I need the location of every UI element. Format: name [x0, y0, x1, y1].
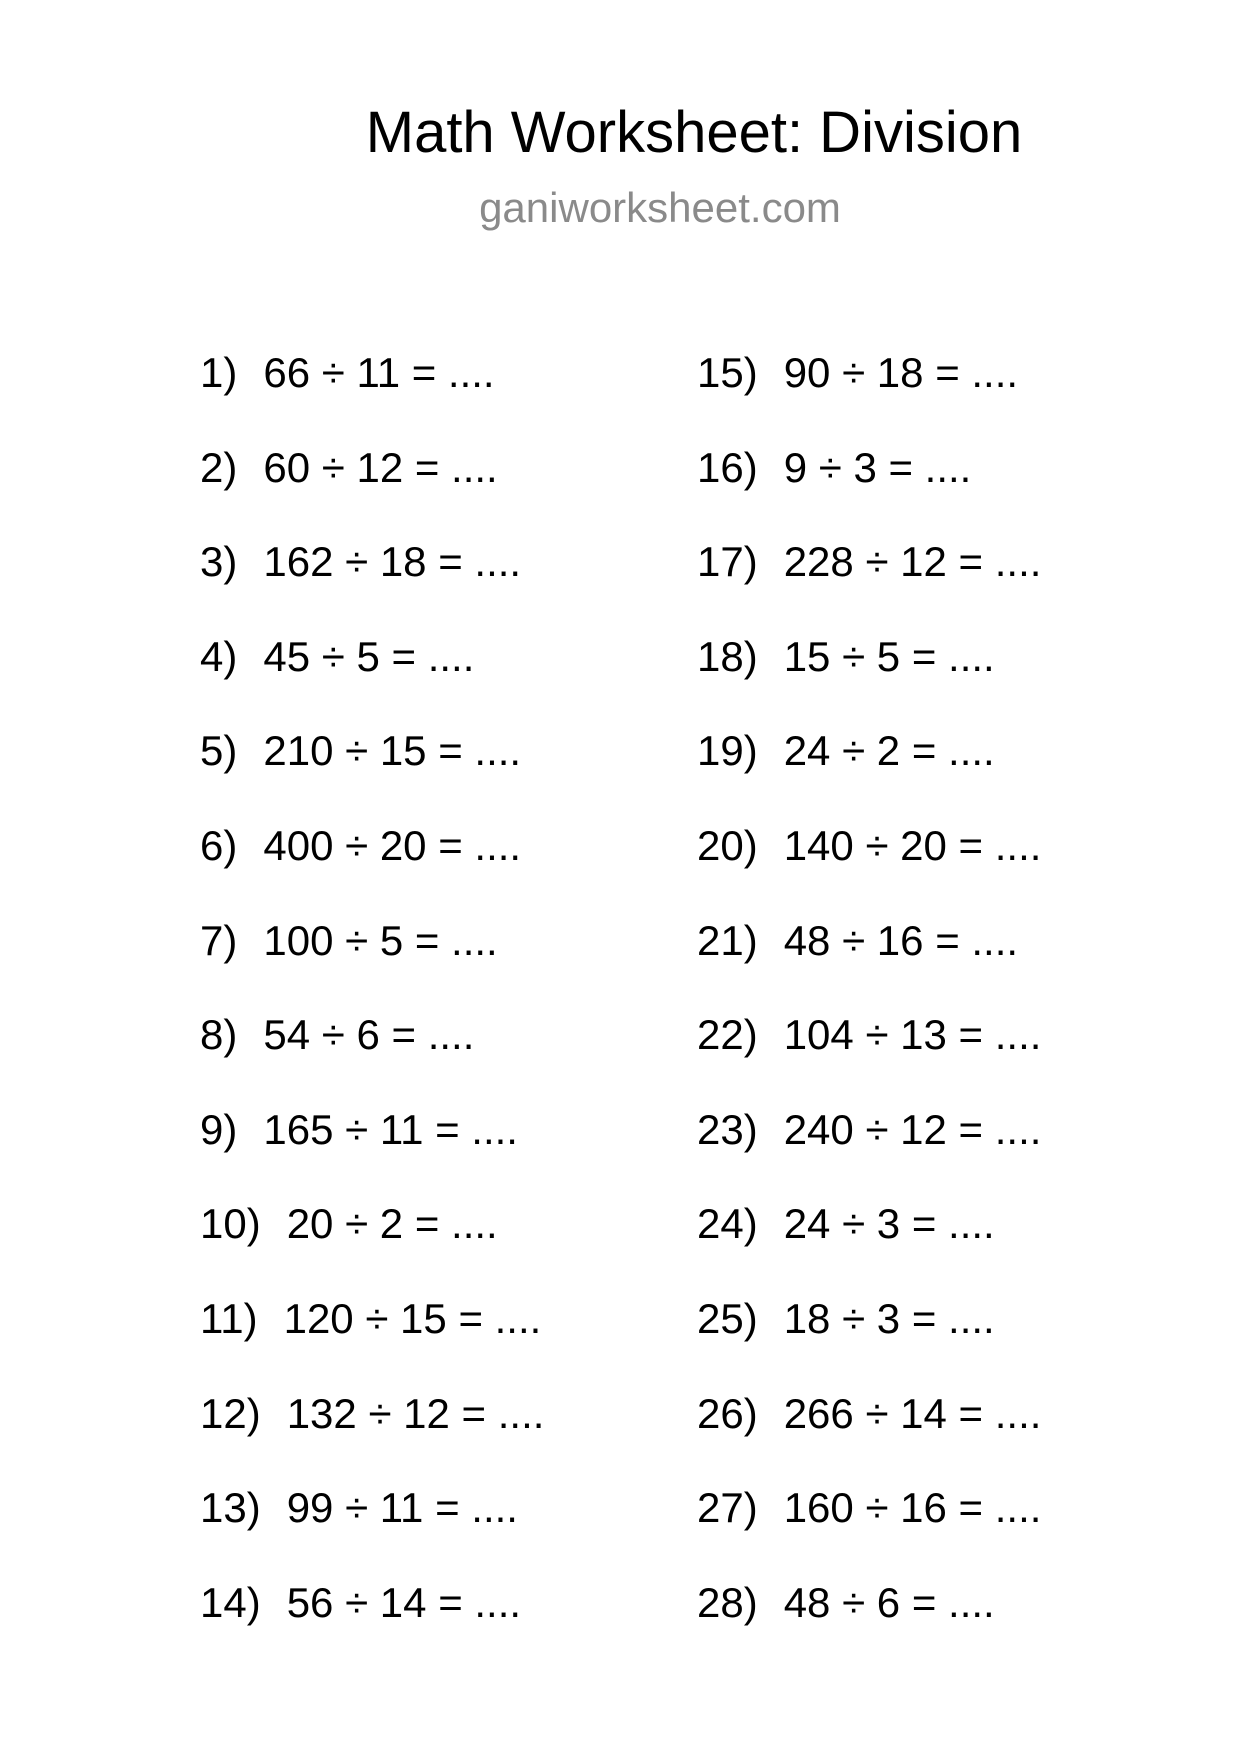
problem-item: [697, 726, 1041, 821]
problem-expression: 24 ÷ 3 = ....: [783, 1200, 995, 1248]
problem-item: [200, 443, 544, 538]
problem-expression: 48 ÷ 16 = ....: [783, 916, 1019, 964]
worksheet-title: Math Worksheet: Division: [365, 100, 1023, 165]
problem-number: 22): [697, 1011, 758, 1059]
problem-item: [697, 443, 1041, 538]
problems-column-left: [200, 348, 544, 1672]
problem-expression: 266 ÷ 14 = ....: [783, 1389, 1042, 1437]
problems-column-right: [697, 348, 1041, 1672]
problem-expression: 100 ÷ 5 = ....: [263, 916, 498, 964]
problem-number: 19): [697, 727, 758, 775]
problem-number: 25): [697, 1294, 758, 1342]
problem-expression: 90 ÷ 18 = ....: [783, 349, 1019, 396]
problem-expression: 228 ÷ 12 = ....: [783, 538, 1042, 586]
problem-expression: 104 ÷ 13 = ....: [783, 1011, 1042, 1059]
problem-expression: 210 ÷ 15 = ....: [263, 727, 522, 775]
problem-item: [697, 1578, 1041, 1673]
problem-number: 28): [697, 1578, 758, 1626]
problem-item: [200, 726, 544, 821]
problem-expression: 24 ÷ 2 = ....: [783, 727, 995, 775]
problem-expression: 400 ÷ 20 = ....: [263, 821, 522, 869]
problem-number: 14): [200, 1578, 261, 1626]
problem-expression: 60 ÷ 12 = ....: [263, 443, 498, 491]
problem-item: [200, 1389, 544, 1484]
problem-item: [200, 1294, 544, 1389]
problem-number: 13): [200, 1484, 261, 1532]
problem-number: 27): [697, 1484, 758, 1532]
problem-expression: 15 ÷ 5 = ....: [783, 632, 995, 680]
problem-item: [697, 1105, 1041, 1200]
problem-item: [697, 1010, 1041, 1105]
problem-expression: 132 ÷ 12 = ....: [286, 1389, 545, 1437]
problem-number: 26): [697, 1389, 758, 1437]
problem-item: [200, 1483, 544, 1578]
problem-number: 4): [200, 632, 238, 680]
problem-item: [697, 537, 1041, 632]
problem-item: [200, 1578, 544, 1673]
problem-number: 6): [200, 821, 238, 869]
problem-expression: 162 ÷ 18 = ....: [263, 538, 522, 586]
problem-number: 11): [200, 1294, 258, 1342]
problem-number: 18): [697, 632, 758, 680]
problem-number: 20): [697, 821, 758, 869]
problem-item: [200, 1010, 544, 1105]
problem-expression: 48 ÷ 6 = ....: [783, 1578, 995, 1626]
problem-expression: 45 ÷ 5 = ....: [263, 632, 475, 680]
problem-item: [697, 1389, 1041, 1484]
problem-expression: 165 ÷ 11 = ....: [263, 1105, 518, 1153]
problem-number: 15): [697, 349, 758, 396]
problem-item: [697, 632, 1041, 727]
problem-item: [200, 632, 544, 727]
worksheet-source: ganiworksheet.com: [479, 184, 841, 231]
problem-expression: 120 ÷ 15 = ....: [283, 1294, 542, 1342]
problem-number: 17): [697, 538, 758, 586]
problem-number: 21): [697, 916, 758, 964]
problem-item: [697, 348, 1041, 443]
problem-number: 3): [200, 538, 238, 586]
problem-expression: 9 ÷ 3 = ....: [783, 443, 972, 491]
problem-expression: 160 ÷ 16 = ....: [783, 1484, 1042, 1532]
problem-expression: 56 ÷ 14 = ....: [286, 1578, 522, 1626]
problem-number: 10): [200, 1200, 261, 1248]
problem-expression: 54 ÷ 6 = ....: [263, 1011, 475, 1059]
problem-number: 9): [200, 1105, 238, 1153]
problem-item: [200, 537, 544, 632]
problem-item: [200, 348, 544, 443]
problem-expression: 240 ÷ 12 = ....: [783, 1105, 1042, 1153]
problem-item: [200, 916, 544, 1011]
problem-item: [200, 1199, 544, 1294]
problem-expression: 140 ÷ 20 = ....: [783, 821, 1042, 869]
problem-number: 5): [200, 727, 238, 775]
problem-item: [697, 1199, 1041, 1294]
problem-expression: 18 ÷ 3 = ....: [783, 1294, 995, 1342]
problem-item: [697, 1294, 1041, 1389]
problem-number: 7): [200, 916, 238, 964]
problem-number: 8): [200, 1011, 238, 1059]
problem-number: 23): [697, 1105, 758, 1153]
problem-item: [697, 916, 1041, 1011]
problem-item: [200, 1105, 544, 1200]
problem-number: 16): [697, 443, 758, 491]
problem-number: 12): [200, 1389, 261, 1437]
problem-expression: 66 ÷ 11 = ....: [263, 349, 495, 396]
problem-expression: 20 ÷ 2 = ....: [286, 1200, 498, 1248]
problem-number: 1): [200, 349, 238, 396]
problem-expression: 99 ÷ 11 = ....: [286, 1484, 518, 1532]
problem-number: 2): [200, 443, 238, 491]
problem-number: 24): [697, 1200, 758, 1248]
problem-item: [697, 821, 1041, 916]
problem-item: [697, 1483, 1041, 1578]
problem-item: [200, 821, 544, 916]
